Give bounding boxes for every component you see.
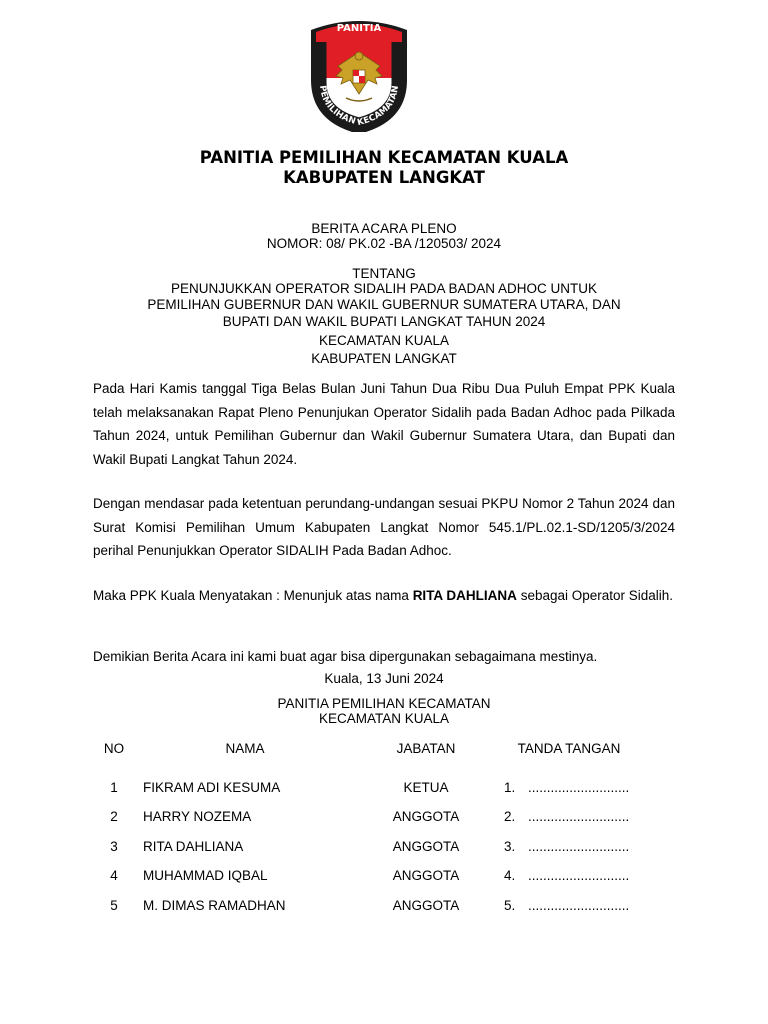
row-signature-line: ...........................: [528, 898, 630, 913]
subject-line-3: BUPATI DAN WAKIL BUPATI LANGKAT TAHUN 2024: [222, 314, 546, 329]
document-title: BERITA ACARA PLENO: [311, 221, 457, 236]
paragraph-3-intro: Maka PPK Kuala Menyatakan : Menunjuk atas nama: [93, 588, 413, 603]
subject-line-5: KABUPATEN LANGKAT: [311, 351, 457, 366]
paragraph-2: Dengan mendasar pada ketentuan perundang-undangan sesuai PKPU Nomor 2 Tahun 2024 dan Surat Komisi Pemilihan Umum Kabupaten Langkat Nomor 545.1/PL.02.1-SD/1205/3/2024 perihal Penunjukkan Operator SIDALIH Pada Badan Adhoc.: [93, 496, 675, 558]
row-jabatan: KETUA: [403, 780, 449, 795]
header-line-1: PANITIA PEMILIHAN KECAMATAN KUALA: [199, 148, 569, 167]
table-row: [0, 809, 768, 825]
row-no: 2: [110, 809, 118, 824]
row-signature-number: 5.: [504, 898, 516, 913]
row-nama: M. DIMAS RAMADHAN: [143, 898, 286, 913]
subject-line-1: PENUNJUKKAN OPERATOR SIDALIH PADA BADAN ADHOC UNTUK: [170, 281, 598, 296]
header-jabatan: JABATAN: [396, 741, 456, 756]
row-nama: HARRY NOZEMA: [143, 809, 252, 824]
table-row: [0, 839, 768, 855]
row-no: 5: [110, 898, 118, 913]
row-signature-line: ...........................: [528, 780, 630, 795]
paragraph-3: [93, 584, 675, 608]
subject-block: [0, 266, 768, 368]
row-signature-line: ...........................: [528, 809, 630, 824]
table-row: [0, 898, 768, 914]
row-nama: RITA DAHLIANA: [143, 839, 244, 854]
row-signature-line: ...........................: [528, 868, 630, 883]
header-tanda-tangan: TANDA TANGAN: [517, 741, 621, 756]
row-nama: FIKRAM ADI KESUMA: [143, 780, 281, 795]
row-no: 1: [110, 780, 118, 795]
logo-top-text: PANITIA: [336, 23, 382, 34]
row-signature-number: 1.: [504, 780, 516, 795]
row-jabatan: ANGGOTA: [392, 839, 460, 854]
paragraph-1: Pada Hari Kamis tanggal Tiga Belas Bulan Juni Tahun Dua Ribu Dua Puluh Empat PPK Kuala telah melaksanakan Rapat Pleno Penunjukan Operator Sidalih pada Badan Adhoc pada Pilkada Tahun 2024, untuk Pemilihan Gubernur dan Wakil Gubernur Sumatera Utara, dan Bupati dan Wakil Bupati Langkat Tahun 2024.: [93, 381, 675, 467]
header-line-2: KABUPATEN LANGKAT: [283, 168, 485, 187]
subject-label: TENTANG: [352, 266, 416, 281]
header-nama: NAMA: [225, 741, 265, 756]
row-no: 4: [110, 868, 118, 883]
kpu-logo: [308, 18, 410, 132]
subject-line-4: KECAMATAN KUALA: [318, 332, 450, 348]
document-number: NOMOR: 08/ PK.02 -BA /120503/ 2024: [266, 236, 502, 251]
paragraph-3-outro: sebagai Operator Sidalih.: [516, 588, 674, 603]
appointed-name: RITA DAHLIANA: [412, 588, 517, 603]
row-nama: MUHAMMAD IQBAL: [143, 868, 268, 883]
row-signature-number: 3.: [504, 839, 516, 854]
row-signature-number: 4.: [504, 868, 516, 883]
row-no: 3: [110, 839, 118, 854]
committee-line-2: KECAMATAN KUALA: [318, 711, 450, 726]
row-signature-line: ...........................: [528, 839, 630, 854]
committee-line-1: PANITIA PEMILIHAN KECAMATAN: [277, 696, 491, 711]
row-jabatan: ANGGOTA: [392, 868, 460, 883]
row-jabatan: ANGGOTA: [392, 898, 460, 913]
logo-ring-text: PEMILIHAN KECAMATAN: [317, 84, 401, 129]
header-no: NO: [103, 741, 125, 756]
table-row: [0, 868, 768, 884]
paragraph-4: Demikian Berita Acara ini kami buat agar bisa dipergunakan sebagaimana mestinya.: [93, 649, 598, 664]
table-row: [0, 780, 768, 796]
date-place: Kuala, 13 Juni 2024: [324, 671, 444, 686]
subject-line-2: PEMILIHAN GUBERNUR DAN WAKIL GUBERNUR SUMATERA UTARA, DAN: [147, 297, 621, 312]
row-signature-number: 2.: [504, 809, 516, 824]
table-header: [0, 741, 768, 757]
document-header: [0, 148, 768, 188]
row-jabatan: ANGGOTA: [392, 809, 460, 824]
committee-block: [0, 696, 768, 726]
document-title-block: [0, 221, 768, 251]
